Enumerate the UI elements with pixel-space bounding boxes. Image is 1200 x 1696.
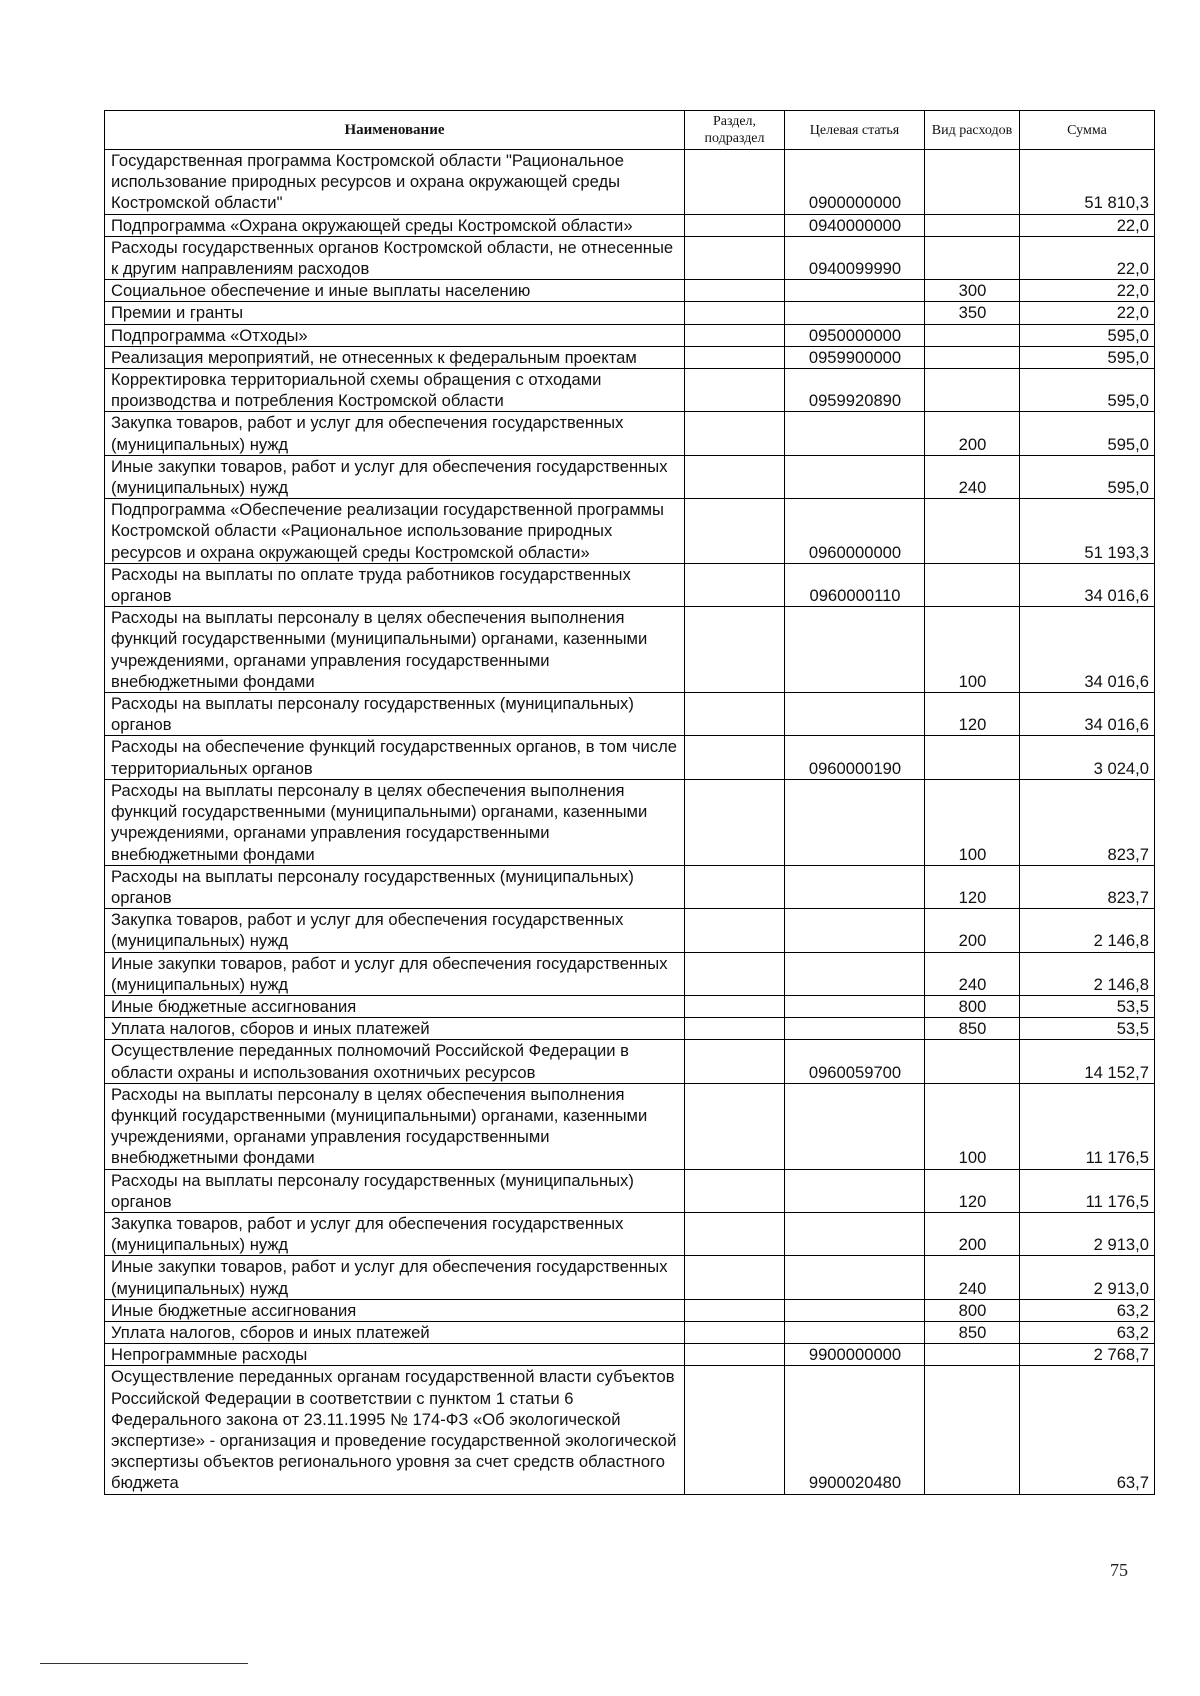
header-row	[105, 111, 1155, 150]
table-row	[105, 1040, 1155, 1083]
table-body	[105, 150, 1155, 1495]
row-target	[785, 693, 925, 736]
row-kind: 350	[925, 302, 1020, 324]
row-sum: 823,7	[1020, 779, 1155, 865]
row-target: 0959900000	[785, 346, 925, 368]
row-name: Подпрограмма «Охрана окружающей среды Костромской области»	[105, 214, 685, 236]
table-row	[105, 1083, 1155, 1169]
row-section	[685, 280, 785, 302]
row-section	[685, 1256, 785, 1299]
row-sum: 63,2	[1020, 1321, 1155, 1343]
table-row	[105, 302, 1155, 324]
row-name: Иные бюджетные ассигнования	[105, 1299, 685, 1321]
row-sum: 22,0	[1020, 236, 1155, 279]
row-sum: 595,0	[1020, 346, 1155, 368]
row-kind	[925, 563, 1020, 606]
table-row	[105, 1169, 1155, 1212]
row-kind	[925, 736, 1020, 779]
table-row	[105, 346, 1155, 368]
row-sum: 595,0	[1020, 324, 1155, 346]
row-name: Уплата налогов, сборов и иных платежей	[105, 1321, 685, 1343]
row-kind	[925, 150, 1020, 215]
row-sum: 595,0	[1020, 455, 1155, 498]
row-kind: 120	[925, 693, 1020, 736]
table-row	[105, 1321, 1155, 1343]
row-kind	[925, 1040, 1020, 1083]
row-name: Иные бюджетные ассигнования	[105, 995, 685, 1017]
row-kind	[925, 214, 1020, 236]
row-name: Уплата налогов, сборов и иных платежей	[105, 1018, 685, 1040]
row-target	[785, 1212, 925, 1255]
row-target	[785, 1083, 925, 1169]
row-section	[685, 455, 785, 498]
row-target	[785, 1018, 925, 1040]
row-target: 0950000000	[785, 324, 925, 346]
row-target	[785, 455, 925, 498]
row-name: Закупка товаров, работ и услуг для обеспечения государственных (муниципальных) нужд	[105, 412, 685, 455]
row-sum: 2 146,8	[1020, 909, 1155, 952]
row-name: Премии и гранты	[105, 302, 685, 324]
row-name: Расходы на выплаты персоналу в целях обеспечения выполнения функций государственными (муниципальными) органами, казенными учреждениями, органами управления государственными внебюджетными фондами	[105, 607, 685, 693]
row-kind	[925, 1366, 1020, 1494]
row-section	[685, 1040, 785, 1083]
page-number: 75	[1110, 1560, 1128, 1580]
row-name: Расходы на выплаты персоналу государственных (муниципальных) органов	[105, 693, 685, 736]
row-kind: 100	[925, 1083, 1020, 1169]
table-row	[105, 499, 1155, 564]
row-target	[785, 909, 925, 952]
row-target	[785, 1299, 925, 1321]
row-section	[685, 995, 785, 1017]
table-row	[105, 1366, 1155, 1494]
table-row	[105, 1256, 1155, 1299]
row-name: Закупка товаров, работ и услуг для обеспечения государственных (муниципальных) нужд	[105, 1212, 685, 1255]
row-kind: 850	[925, 1018, 1020, 1040]
row-target: 0959920890	[785, 369, 925, 412]
row-kind: 100	[925, 779, 1020, 865]
table-row	[105, 1344, 1155, 1366]
table-row	[105, 236, 1155, 279]
row-sum: 2 913,0	[1020, 1256, 1155, 1299]
row-target: 0940099990	[785, 236, 925, 279]
row-name: Расходы государственных органов Костромской области, не отнесенные к другим направлениям расходов	[105, 236, 685, 279]
row-name: Закупка товаров, работ и услуг для обеспечения государственных (муниципальных) нужд	[105, 909, 685, 952]
row-kind	[925, 1344, 1020, 1366]
row-sum: 595,0	[1020, 412, 1155, 455]
row-sum: 14 152,7	[1020, 1040, 1155, 1083]
row-section	[685, 412, 785, 455]
row-target	[785, 1321, 925, 1343]
header-sum: Сумма	[1020, 111, 1155, 150]
row-sum: 2 146,8	[1020, 952, 1155, 995]
row-kind	[925, 369, 1020, 412]
row-sum: 34 016,6	[1020, 607, 1155, 693]
row-target	[785, 607, 925, 693]
row-name: Осуществление переданных полномочий Российской Федерации в области охраны и использования охотничьих ресурсов	[105, 1040, 685, 1083]
table-row	[105, 779, 1155, 865]
row-section	[685, 865, 785, 908]
row-kind: 300	[925, 280, 1020, 302]
row-name: Расходы на выплаты персоналу государственных (муниципальных) органов	[105, 1169, 685, 1212]
row-name: Иные закупки товаров, работ и услуг для обеспечения государственных (муниципальных) нужд	[105, 1256, 685, 1299]
row-sum: 595,0	[1020, 369, 1155, 412]
row-sum: 22,0	[1020, 280, 1155, 302]
row-kind: 240	[925, 952, 1020, 995]
row-section	[685, 346, 785, 368]
row-section	[685, 1344, 785, 1366]
row-target	[785, 952, 925, 995]
row-name: Реализация мероприятий, не отнесенных к федеральным проектам	[105, 346, 685, 368]
row-target	[785, 779, 925, 865]
table-row	[105, 563, 1155, 606]
row-section	[685, 236, 785, 279]
row-name: Расходы на выплаты персоналу в целях обеспечения выполнения функций государственными (муниципальными) органами, казенными учреждениями, органами управления государственными внебюджетными фондами	[105, 1083, 685, 1169]
row-target	[785, 1256, 925, 1299]
row-section	[685, 1212, 785, 1255]
table-row	[105, 369, 1155, 412]
row-section	[685, 607, 785, 693]
row-sum: 3 024,0	[1020, 736, 1155, 779]
header-target: Целевая статья	[785, 111, 925, 150]
row-target: 0960000110	[785, 563, 925, 606]
row-target: 0960000000	[785, 499, 925, 564]
row-name: Государственная программа Костромской области "Рациональное использование природных ресурсов и охрана окружающей среды Костромской области"	[105, 150, 685, 215]
row-kind	[925, 499, 1020, 564]
row-section	[685, 1299, 785, 1321]
row-section	[685, 1366, 785, 1494]
table-row	[105, 736, 1155, 779]
row-kind	[925, 324, 1020, 346]
table-row	[105, 995, 1155, 1017]
row-name: Расходы на выплаты персоналу в целях обеспечения выполнения функций государственными (муниципальными) органами, казенными учреждениями, органами управления государственными внебюджетными фондами	[105, 779, 685, 865]
row-sum: 63,7	[1020, 1366, 1155, 1494]
row-kind: 200	[925, 909, 1020, 952]
row-section	[685, 499, 785, 564]
table-row	[105, 607, 1155, 693]
row-section	[685, 563, 785, 606]
row-kind	[925, 346, 1020, 368]
row-sum: 53,5	[1020, 1018, 1155, 1040]
row-name: Непрограммные расходы	[105, 1344, 685, 1366]
row-target	[785, 1169, 925, 1212]
row-name: Иные закупки товаров, работ и услуг для обеспечения государственных (муниципальных) нужд	[105, 952, 685, 995]
row-name: Социальное обеспечение и иные выплаты населению	[105, 280, 685, 302]
row-section	[685, 150, 785, 215]
row-section	[685, 779, 785, 865]
header-name: Наименование	[105, 111, 685, 150]
row-kind: 200	[925, 412, 1020, 455]
table-row	[105, 324, 1155, 346]
row-sum: 53,5	[1020, 995, 1155, 1017]
table-row	[105, 952, 1155, 995]
row-sum: 11 176,5	[1020, 1169, 1155, 1212]
row-section	[685, 909, 785, 952]
footnote-divider	[40, 1663, 248, 1664]
row-kind: 240	[925, 1256, 1020, 1299]
row-sum: 2 768,7	[1020, 1344, 1155, 1366]
row-name: Осуществление переданных органам государственной власти субъектов Российской Федерации в соответствии с пунктом 1 статьи 6 Федерального закона от 23.11.1995 № 174-ФЗ «Об экологической экспертизе» - организация и проведение государственной экологической экспертизы объектов регионального уровня за счет средств областного бюджета	[105, 1366, 685, 1494]
row-kind: 200	[925, 1212, 1020, 1255]
row-name: Иные закупки товаров, работ и услуг для обеспечения государственных (муниципальных) нужд	[105, 455, 685, 498]
row-kind: 120	[925, 865, 1020, 908]
header-section: Раздел, подраздел	[685, 111, 785, 150]
row-name: Расходы на обеспечение функций государственных органов, в том числе территориальных органов	[105, 736, 685, 779]
row-section	[685, 693, 785, 736]
row-section	[685, 1018, 785, 1040]
row-target	[785, 412, 925, 455]
row-target: 0960000190	[785, 736, 925, 779]
row-kind: 100	[925, 607, 1020, 693]
row-kind: 800	[925, 995, 1020, 1017]
row-kind: 120	[925, 1169, 1020, 1212]
row-section	[685, 214, 785, 236]
row-target: 9900020480	[785, 1366, 925, 1494]
row-section	[685, 302, 785, 324]
row-name: Подпрограмма «Обеспечение реализации государственной программы Костромской области «Рациональное использование природных ресурсов и охрана окружающей среды Костромской области»	[105, 499, 685, 564]
table-row	[105, 412, 1155, 455]
row-target	[785, 995, 925, 1017]
row-sum: 2 913,0	[1020, 1212, 1155, 1255]
table-row	[105, 865, 1155, 908]
budget-table	[104, 110, 1155, 1495]
row-sum: 63,2	[1020, 1299, 1155, 1321]
row-target: 9900000000	[785, 1344, 925, 1366]
row-target	[785, 865, 925, 908]
table-row	[105, 455, 1155, 498]
table-row	[105, 1299, 1155, 1321]
row-section	[685, 736, 785, 779]
header-kind: Вид расходов	[925, 111, 1020, 150]
row-sum: 823,7	[1020, 865, 1155, 908]
row-sum: 11 176,5	[1020, 1083, 1155, 1169]
table-row	[105, 909, 1155, 952]
row-sum: 51 193,3	[1020, 499, 1155, 564]
row-section	[685, 1321, 785, 1343]
row-sum: 22,0	[1020, 302, 1155, 324]
row-target	[785, 280, 925, 302]
row-target: 0940000000	[785, 214, 925, 236]
row-sum: 22,0	[1020, 214, 1155, 236]
row-kind	[925, 236, 1020, 279]
row-target	[785, 302, 925, 324]
row-sum: 34 016,6	[1020, 693, 1155, 736]
row-kind: 800	[925, 1299, 1020, 1321]
row-section	[685, 1169, 785, 1212]
row-section	[685, 952, 785, 995]
table-row	[105, 1018, 1155, 1040]
row-name: Подпрограмма «Отходы»	[105, 324, 685, 346]
row-target: 0960059700	[785, 1040, 925, 1083]
row-sum: 34 016,6	[1020, 563, 1155, 606]
table-row	[105, 693, 1155, 736]
row-name: Корректировка территориальной схемы обращения с отходами производства и потребления Костромской области	[105, 369, 685, 412]
row-section	[685, 324, 785, 346]
table-row	[105, 1212, 1155, 1255]
table-header	[105, 111, 1155, 150]
row-kind: 240	[925, 455, 1020, 498]
table-row	[105, 214, 1155, 236]
row-sum: 51 810,3	[1020, 150, 1155, 215]
row-name: Расходы на выплаты персоналу государственных (муниципальных) органов	[105, 865, 685, 908]
row-section	[685, 369, 785, 412]
row-kind: 850	[925, 1321, 1020, 1343]
table-row	[105, 280, 1155, 302]
row-name: Расходы на выплаты по оплате труда работников государственных органов	[105, 563, 685, 606]
row-target: 0900000000	[785, 150, 925, 215]
table-row	[105, 150, 1155, 215]
row-section	[685, 1083, 785, 1169]
